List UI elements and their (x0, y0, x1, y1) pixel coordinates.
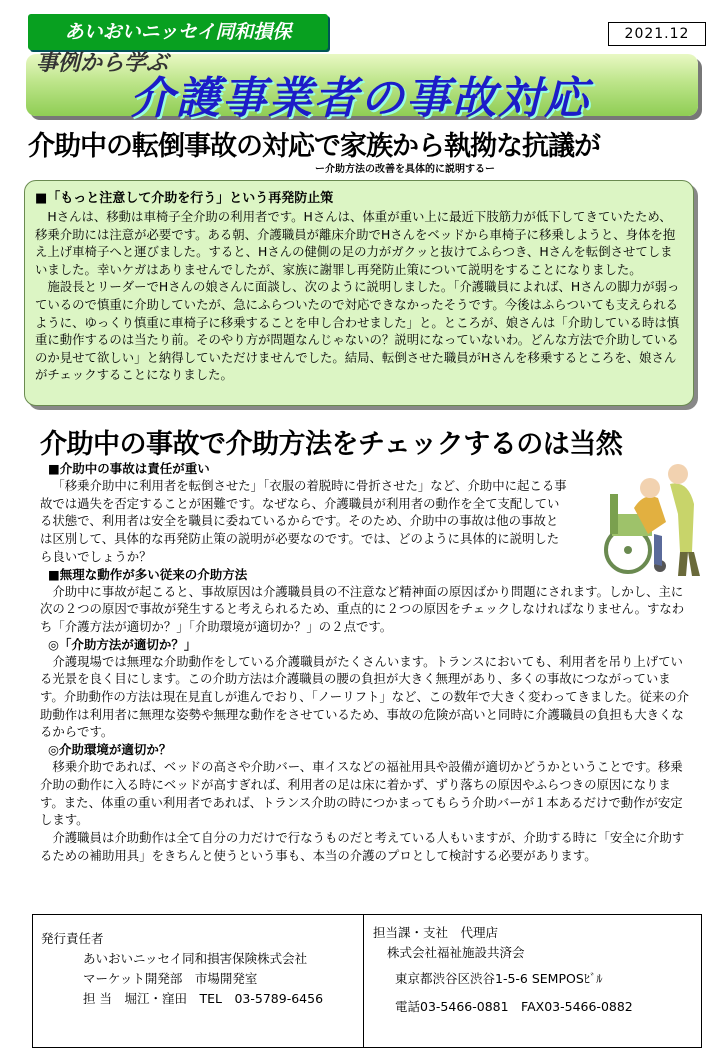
body-paragraph: 「移乗介助中に利用者を転倒させた」「衣服の着脱時に骨折させた」など、介助中に起こる事故では過失を否定することが困難です。なぜなら、介護職員が利用者の動作を全て支配している状態で、利用者は安全を職員に委ねているからです。そのため、介助中の事故は他の事故とは区別して、具体的な再発防止策の説明が必要なのです。では、どのように具体的に説明したら良いでしょうか？ (40, 478, 567, 564)
case-title: ■「もっと注意して介助を行う」という再発防止策 (35, 191, 334, 206)
sub-heading: ■無理な動作が多い従来の介助方法 (48, 566, 248, 582)
agent-address: 東京都渋谷区渋谷1-5-6 SEMPOSﾋﾞﾙ (395, 971, 603, 986)
page-title: 介護事業者の事故対応 (130, 73, 590, 124)
sub-heading: ◎「介助方法が適切か？」 (48, 636, 197, 652)
publisher-label: 発行責任者 (41, 931, 104, 946)
publisher-contact: 担 当 堀江・窪田 TEL 03-5789-6456 (83, 991, 324, 1006)
company-badge (28, 14, 328, 50)
body-paragraph: 介助中に事故が起こると、事故原因は介護職員員の不注意など精神面の原因ばかり問題にされます。しかし、主に次の２つの原因で事故が発生すると考えられるため、重点的に２つの原因をチェックしなければなりません。すなわち「介護方法が適切か？」「介助環境が適切か？」の２点です。 (40, 583, 685, 634)
agent-company: 株式会社福祉施設共済会 (387, 945, 525, 960)
body-paragraph: 移乗介助であれば、ベッドの高さや介助バー、車イスなどの福祉用具や設備が適切かどうかということです。移乗介助の動作に入る時にベッドが高すぎれば、利用者の足は床に着かず、ずり落ちの原因やふらつきの原因になります。また、体重の重い利用者であれば、トランス介助の時につかまってもらう介助バーが１本あるだけで動作が安定します。 (40, 759, 683, 828)
section-heading: 介助中の事故で介助方法をチェックするのは当然 (40, 429, 623, 460)
case-paragraph: 施設長とリーダーでHさんの娘さんに面談し、次のように説明しました。「介護職員によれば、Hさんの脚力が弱っているので慎重に介助していたが、急にふらついたので対応できなかったそうです。今後はふらついても支えられるように、ゆっくり慎重に車椅子に移乗することを申し合わせました」と。ところが、娘さんは「介助している時は慎重に動作するのは当たり前。そのやり方が問題なんじゃないの？説明になっていないわ。どんな方法で介助しているのか見せて欲しい」と納得していただけませんでした。結局、転倒させた職員がHさんを移乗するところを、娘さんがチェックすることになりました。 (35, 279, 680, 383)
title-subtitle: 事例から学ぶ (36, 51, 169, 76)
sub-heading: ■介助中の事故は責任が重い (48, 461, 210, 476)
headline-subtitle: ー介助方法の改善を具体的に説明するー (315, 164, 495, 175)
sub-heading: ◎介助環境が適切か？ (48, 742, 172, 758)
footer-divider (363, 915, 364, 1047)
agent-label: 担当課・支社 代理店 (373, 925, 499, 940)
headline: 介助中の転倒事故の対応で家族から執拗な抗議が (28, 131, 600, 162)
case-box (24, 180, 694, 406)
publisher-company: あいおいニッセイ同和損害保険株式会社 (83, 951, 308, 966)
issue-date: 2021.12 (608, 22, 706, 46)
footer-box (32, 914, 702, 1048)
agent-phone: 電話03-5466-0881 FAX03-5466-0882 (395, 999, 633, 1014)
company-name: あいおいニッセイ同和損保 (64, 21, 292, 43)
publisher-department: マーケット開発部 市場開発室 (83, 971, 258, 986)
body-paragraph: 介護現場では無理な介助動作をしている介護職員がたくさんいます。トランスにおいても、利用者を吊り上げている光景を良く目にします。この介助方法は介護職員の腰の負担が大きく無理があり、多くの事故につながっています。介助動作の方法は現在見直しが進んでおり、「ノーリフト」など、この数年で大きく変わってきました。従来の介助動作は利用者に無理な姿勢や無理な動作をさせているため、事故の危険が高いと同時に介護職員の負担も大きくなるからです。 (40, 653, 690, 740)
body-paragraph: 介護職員は介助動作は全て自分の力だけで行なうものだと考えている人もいますが、介助する時に「安全に介助するための補助用具」をきちんと使うという事も、本当の介護のプロとして検討する必要があります。 (40, 829, 685, 863)
section-body (40, 460, 690, 864)
case-paragraph: Hさんは、移動は車椅子全介助の利用者です。Hさんは、体重が重い上に最近下肢筋力が低下してきていたため、移乗介助には注意が必要です。ある朝、介護職員が離床介助でHさんをベッドから車椅子に移乗しようと、身体を抱え上げ車椅子へと運びました。すると、Hさんの健側の足の力がガクッと抜けてふらつき、Hさんを転倒させてしまいました。幸いケガはありませんでしたが、家族に謝罪し再発防止策について説明をすることになりました。 (35, 209, 676, 277)
